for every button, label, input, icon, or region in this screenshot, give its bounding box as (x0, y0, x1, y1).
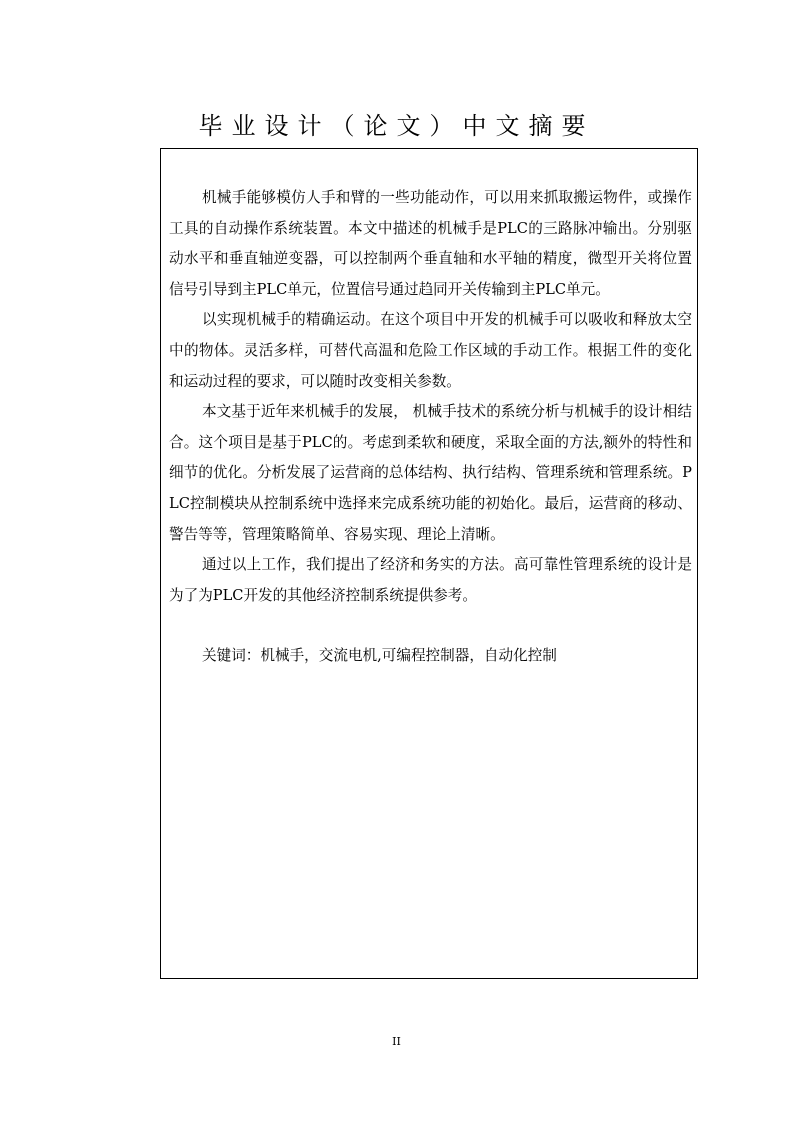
keywords-line: 关键词：机械手，交流电机,可编程控制器，自动化控制 (202, 647, 557, 665)
abstract-paragraph: 以实现机械手的精确运动。在这个项目中开发的机械手可以吸收和释放太空中的物体。灵活多样，可替代高温和危险工作区域的手动工作。根据工件的变化和运动过程的要求，可以随时改变相关参数。 (169, 311, 692, 390)
abstract-paragraph: 通过以上工作，我们提出了经济和务实的方法。高可靠性管理系统的设计是为了为PLC开发的其他经济控制系统提供参考。 (169, 556, 692, 604)
abstract-body (169, 183, 692, 672)
page-number: II (392, 1035, 401, 1048)
page-title: 毕业设计（论文）中文摘要 (198, 112, 595, 140)
abstract-paragraph: 本文基于近年来机械手的发展， 机械手技术的系统分析与机械手的设计相结合。这个项目是基于PLC的。考虑到柔软和硬度，采取全面的方法,额外的特性和细节的优化。分析发展了运营商的总体结构、执行结构、管理系统和管理系统。PLC控制模块从控制系统中选择来完成系统功能的初始化。最后，运营商的移动、警告等等，管理策略简单、容易实现、理论上清晰。 (169, 403, 692, 543)
abstract-paragraph: 机械手能够模仿人手和臂的一些功能动作，可以用来抓取搬运物件，或操作工具的自动操作系统装置。本文中描述的机械手是PLC的三路脉冲输出。分别驱动水平和垂直轴逆变器，可以控制两个垂直轴和水平轴的精度，微型开关将位置信号引导到主PLC单元，位置信号通过趋同开关传输到主PLC单元。 (169, 189, 692, 298)
abstract-box (160, 148, 698, 979)
